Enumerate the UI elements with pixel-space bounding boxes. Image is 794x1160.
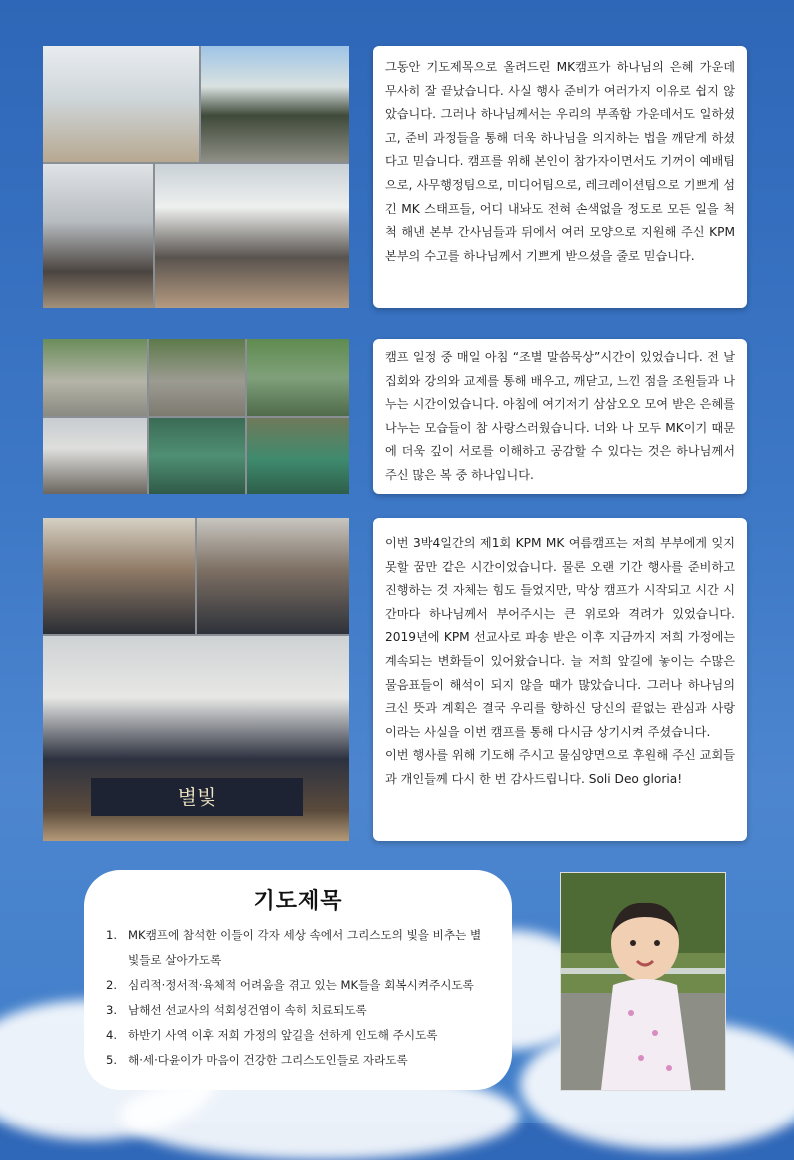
section2-text-box [373,339,747,494]
prayer-item-number: 3. [106,1003,118,1017]
child-portrait-photo [560,872,726,1091]
photo-meditation-6 [247,418,349,494]
camp-photo-collage-1 [43,46,349,308]
prayer-item [106,998,490,1023]
prayer-list [106,923,490,1073]
photo-meditation-4 [43,418,147,494]
child-portrait-illustration [561,873,725,1090]
camp-photo-collage-3 [43,518,349,841]
prayer-item [106,973,490,998]
photo-worship-audience [197,518,349,634]
photo-group-outdoor [201,46,349,162]
prayer-item-number: 1. [106,928,118,942]
prayer-requests-box [84,870,512,1090]
group-banner [91,778,303,816]
section1-paragraph: 그동안 기도제목으로 올려드린 MK캠프가 하나님의 은혜 가운데 무사히 잘 끝났습니다. 사실 행사 준비가 여러가지 이유로 쉽지 않았습니다. 그러나 하나님께서는 우리의 부족함 가운데서도 일하셨고, 준비 과정들을 통해 더욱 하나님을 의지하는 법을 깨닫게 하셨다고 믿습니다. 캠프를 위해 본인이 참가자이면서도 기꺼이 예배팀으로, 사무행정팀으로, 미디어팀으로, 레크레이션팀으로 기쁘게 섬긴 MK 스태프들, 어디 내놔도 전혀 손색없을 정도로 모든 일을 척척 해낸 본부 간사님들과 뒤에서 여러 모양으로 지원해 주신 KPM 본부의 수고를 하나님께서 기쁘게 받으셨을 줄로 믿습니다. [385,60,735,263]
section3-paragraph-1: 이번 3박4일간의 제1회 KPM MK 여름캠프는 저희 부부에게 잊지 못할 꿈만 같은 시간이었습니다. 물론 오랜 기간 행사를 준비하고 진행하는 것 자체는 힘도 들었지만, 막상 캠프가 시작되고 시간 시간마다 하나님께서 부어주시는 큰 위로와 격려가 있었습니다. 2019년에 KPM 선교사로 파송 받은 이후 지금까지 저희 가정에는 계속되는 변화들이 있어왔습니다. 늘 저희 앞길에 놓이는 수많은 물음표들이 해석이 되지 않을 때가 많았습니다. 그러나 하나님의 크신 뜻과 계획은 결국 우리를 향하신 당신의 끝없는 관심과 사랑이라는 사실을 이번 캠프를 통해 다시금 상기시켜 주셨습니다. [385,536,735,739]
photo-worship-hall [43,518,195,634]
photo-table-group [43,164,153,308]
prayer-item-text: 남해선 선교사의 석회성건염이 속히 치료되도록 [128,1003,367,1017]
prayer-item-text: MK캠프에 참석한 이들이 각자 세상 속에서 그리스도의 빛을 비추는 별빛들로 살아가도록 [128,928,482,967]
prayer-item-number: 4. [106,1028,118,1042]
section1-text-box [373,46,747,308]
section2-paragraph: 캠프 일정 중 매일 아침 “조별 말씀묵상”시간이 있었습니다. 전 날 집회와 강의와 교제를 통해 배우고, 깨닫고, 느낀 점을 조원들과 나누는 시간이었습니다. 아침에 여기저기 삼삼오오 모여 받은 은혜를 나누는 모습들이 참 사랑스러웠습니다. 너와 나 모두 MK이기 때문에 더욱 깊이 서로를 이해하고 공감할 수 있다는 것은 하나님께서 주신 많은 복 중 하나입니다. [385,350,735,482]
prayer-item-number: 2. [106,978,118,992]
section3-paragraph-2: 이번 행사를 위해 기도해 주시고 물심양면으로 후원해 주신 교회들과 개인들께 다시 한 번 감사드립니다. Soli Deo gloria! [385,748,735,786]
camp-photo-collage-2 [43,339,349,494]
photo-meditation-1 [43,339,147,416]
prayer-title: 기도제목 [253,889,343,914]
prayer-item-text: 해·세·다윤이가 마음이 건강한 그리스도인들로 자라도록 [128,1053,408,1067]
photo-hall-meeting [155,164,349,308]
prayer-item-text: 심리적·정서적·육체적 어려움을 겪고 있는 MK들을 회복시켜주시도록 [128,978,474,992]
photo-meditation-2 [149,339,245,416]
banner-text: 별빛 [177,785,217,809]
prayer-item [106,1048,490,1073]
prayer-item-text: 하반기 사역 이후 저희 가정의 앞길을 선하게 인도해 주시도록 [128,1028,438,1042]
photo-meditation-5 [149,418,245,494]
photo-classroom [43,46,199,162]
section3-text-box [373,518,747,841]
prayer-item-number: 5. [106,1053,118,1067]
prayer-item [106,1023,490,1048]
prayer-item [106,923,490,973]
photo-meditation-3 [247,339,349,416]
